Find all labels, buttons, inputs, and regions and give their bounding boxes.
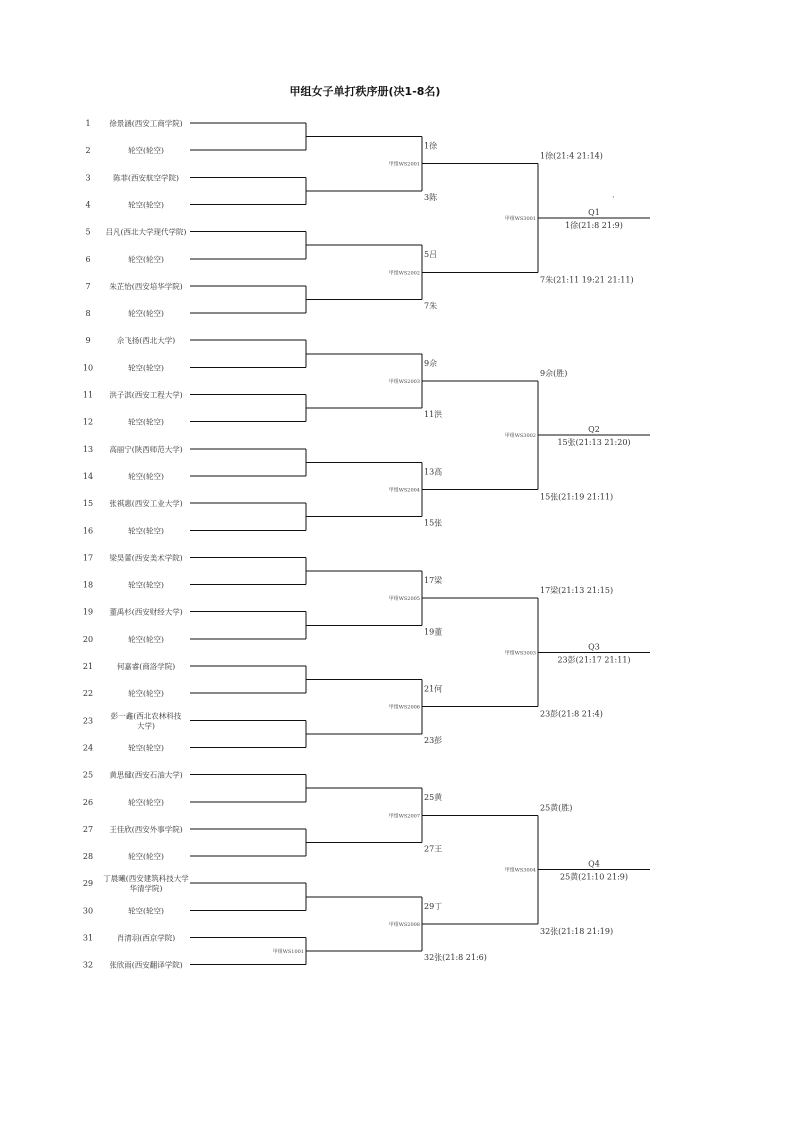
seed-number: 19 — [82, 607, 94, 617]
round2-winner: 7朱 — [424, 301, 438, 311]
round2-winner: 3陈 — [424, 192, 438, 202]
player-name: 洪子淇(西安工程大学) — [109, 390, 183, 400]
seed-number: 26 — [82, 797, 94, 807]
player-name: 彭一鑫(西北农林科技 — [110, 711, 182, 721]
player-name: 轮空(轮空) — [128, 200, 164, 210]
seed-number: 3 — [85, 173, 91, 183]
player-name: 陈菲(西安航空学院) — [113, 173, 179, 183]
seed-number: 16 — [82, 526, 94, 536]
match-code: 甲组WS2001 — [388, 161, 420, 168]
player-name: 轮空(轮空) — [128, 471, 164, 481]
player-name: 轮空(轮空) — [128, 417, 164, 427]
seed-number: 29 — [82, 879, 94, 889]
seed-number: 6 — [85, 254, 91, 264]
seed-number: 18 — [82, 580, 94, 590]
quarter-result: 25黄(21:10 21:9) — [560, 872, 628, 882]
round3-winner: 23彭(21:8 21:4) — [540, 709, 603, 719]
player-name: 轮空(轮空) — [128, 526, 164, 536]
seed-number: 30 — [82, 906, 94, 916]
seed-number: 12 — [82, 417, 94, 427]
player-name: 肖清羽(西京学院) — [116, 933, 176, 943]
match-code: 甲组WS2004 — [388, 487, 420, 494]
match-code: 甲组WS2005 — [388, 596, 420, 603]
match-code: 甲组WS3002 — [504, 433, 536, 440]
seed-number: 25 — [82, 770, 94, 780]
seed-number: 9 — [85, 336, 91, 346]
player-name: 轮空(轮空) — [128, 254, 164, 264]
player-name: 轮空(轮空) — [128, 797, 164, 807]
seed-number: 14 — [82, 471, 94, 481]
round3-winner: 7朱(21:11 19:21 21:11) — [540, 275, 634, 285]
quarter-result: 15张(21:13 21:20) — [557, 438, 631, 448]
round2-winner: 13高 — [424, 467, 443, 477]
seed-number: 23 — [82, 716, 94, 726]
seed-number: 24 — [82, 743, 94, 753]
round2-winner: 29丁 — [424, 901, 443, 911]
seed-number: 10 — [82, 363, 94, 373]
quarter-label: Q3 — [588, 642, 600, 652]
seed-number: 2 — [85, 146, 91, 156]
seed-number: 8 — [85, 309, 91, 319]
round2-winner: 5吕 — [424, 250, 438, 260]
page-title: 甲组女子单打秩序册(决1-8名) — [289, 85, 441, 98]
seed-number: 28 — [82, 852, 94, 862]
round3-winner: 9佘(胜) — [540, 368, 568, 378]
player-name: 大学) — [137, 721, 155, 731]
round2-winner: 11洪 — [424, 410, 443, 420]
match-code: 甲组WS3004 — [504, 867, 536, 874]
player-name: 朱芷怡(西安培华学院) — [109, 281, 183, 291]
player-name: 张祺惠(西安工业大学) — [109, 499, 183, 509]
player-name: 轮空(轮空) — [128, 309, 164, 319]
seed-number: 20 — [82, 634, 94, 644]
quarter-result: 1徐(21:8 21:9) — [565, 221, 623, 231]
player-name: 轮空(轮空) — [128, 580, 164, 590]
round2-winner: 17梁 — [424, 575, 443, 585]
match-code: 甲组WS3003 — [504, 650, 536, 657]
player-name: 轮空(轮空) — [128, 634, 164, 644]
seed-number: 21 — [82, 662, 94, 671]
player-name: 董禹杉(西安财经大学) — [109, 607, 183, 617]
player-name: 王佳欣(西安外事学院) — [109, 824, 183, 834]
player-name: 吕凡(西北大学现代学院) — [105, 227, 187, 237]
player-name: 佘飞扬(西北大学) — [116, 336, 176, 346]
round2-winner: 32张(21:8 21:6) — [424, 953, 487, 963]
seed-number: 17 — [82, 553, 94, 563]
match-code: 甲组WS2003 — [388, 378, 420, 385]
player-name: 丁晨曦(西安建筑科技大学 — [103, 874, 189, 884]
seed-number: 11 — [82, 390, 94, 400]
round2-winner: 25黄 — [424, 793, 443, 803]
quarter-label: Q2 — [588, 425, 600, 435]
player-name: 轮空(轮空) — [128, 689, 164, 699]
round2-winner: 21何 — [424, 684, 443, 694]
seed-number: 5 — [85, 227, 91, 237]
round3-winner: 1徐(21:4 21:14) — [540, 151, 603, 161]
player-name: 何嘉睿(商洛学院) — [116, 662, 176, 671]
seed-number: 1 — [85, 119, 91, 128]
match-code: 甲组WS2002 — [388, 270, 420, 277]
player-name: 梁昊蕾(西安美术学院) — [109, 553, 183, 563]
player-name: 轮空(轮空) — [128, 743, 164, 753]
seed-number: 27 — [82, 824, 94, 834]
player-name: 轮空(轮空) — [128, 146, 164, 156]
dot-mark: · — [612, 193, 615, 202]
seed-number: 4 — [85, 200, 91, 210]
match-code: 甲组WS2006 — [388, 704, 420, 711]
match-code: 甲组WS2007 — [388, 813, 420, 820]
quarter-result: 23彭(21:17 21:11) — [557, 655, 631, 665]
round2-winner: 1徐 — [424, 141, 438, 151]
round2-winner: 15张 — [424, 518, 443, 528]
player-name: 高丽宁(陕西师范大学) — [109, 444, 183, 454]
match-code: 甲组WS1001 — [272, 949, 304, 956]
seed-number: 7 — [85, 281, 91, 291]
player-name: 黄思健(西安石油大学) — [109, 770, 183, 780]
player-name: 轮空(轮空) — [128, 363, 164, 373]
round2-winner: 9佘 — [424, 358, 438, 368]
round3-winner: 32张(21:18 21:19) — [540, 926, 614, 936]
round3-winner: 25黄(胜) — [540, 803, 573, 813]
round3-winner: 15张(21:19 21:11) — [540, 492, 614, 502]
player-name: 徐景涵(西安工商学院) — [109, 119, 183, 128]
match-code: 甲组WS2008 — [388, 921, 420, 928]
player-name: 华清学院) — [129, 884, 163, 894]
match-code: 甲组WS3001 — [504, 216, 536, 223]
seed-number: 32 — [82, 960, 94, 970]
seed-number: 31 — [82, 933, 94, 943]
seed-number: 15 — [82, 499, 94, 509]
round2-winner: 27王 — [424, 844, 443, 854]
player-name: 轮空(轮空) — [128, 852, 164, 862]
player-name: 轮空(轮空) — [128, 906, 164, 916]
quarter-label: Q1 — [588, 208, 600, 218]
quarter-label: Q4 — [588, 859, 600, 869]
player-name: 张欣雨(西安翻译学院) — [109, 960, 183, 970]
round3-winner: 17梁(21:13 21:15) — [540, 586, 614, 596]
round2-winner: 23彭 — [424, 735, 443, 745]
seed-number: 22 — [82, 689, 94, 699]
seed-number: 13 — [82, 444, 94, 454]
round2-winner: 19董 — [424, 627, 443, 637]
